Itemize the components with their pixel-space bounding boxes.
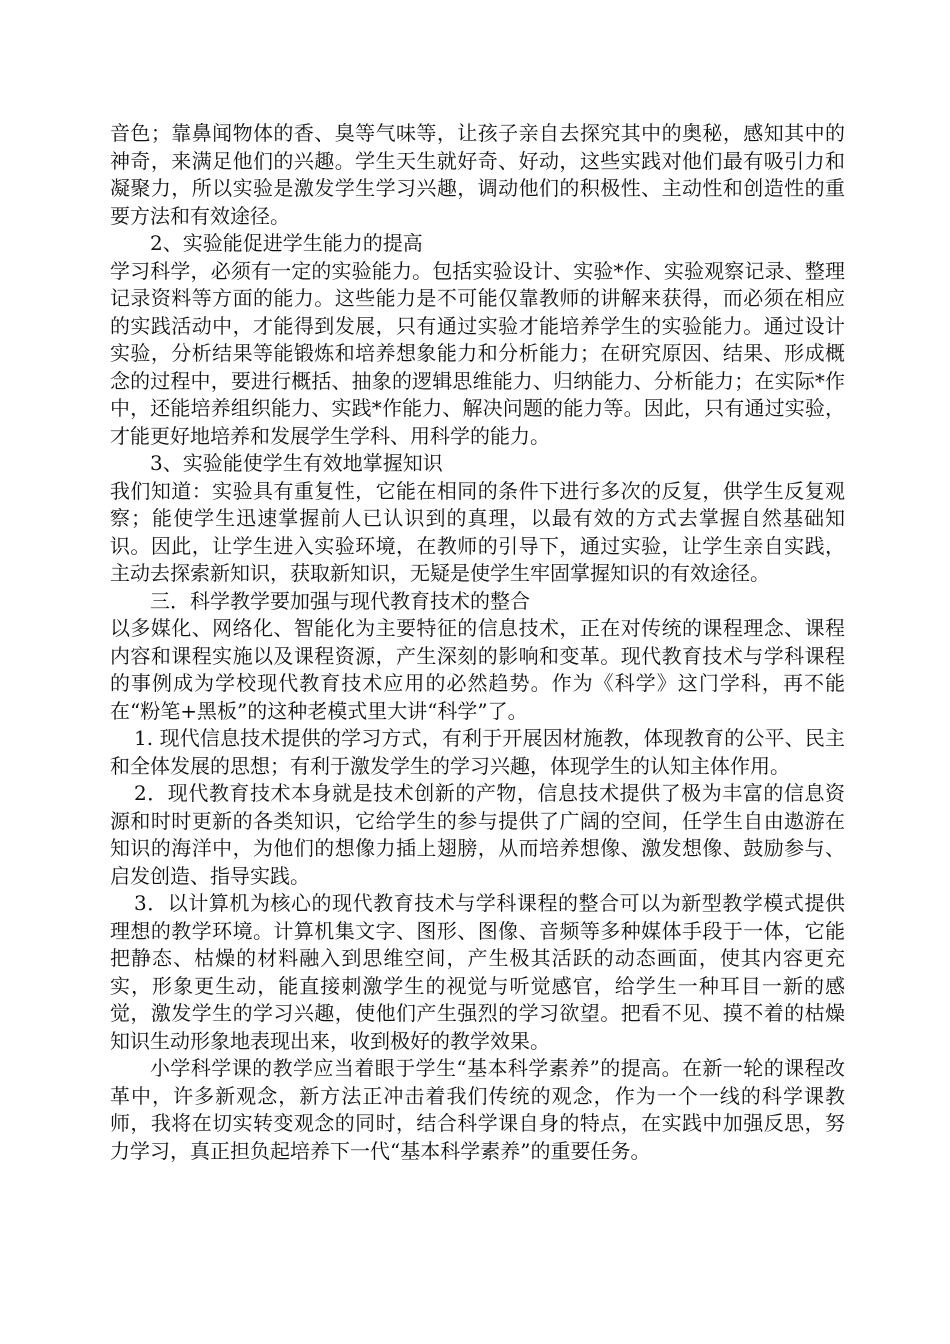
list-item-1: 1. 现代信息技术提供的学习方式，有利于开展因材施教，体现教育的公平、民主和全体发展的思想；有利于激发学生的学习兴趣，体现学生的认知主体作用。 <box>110 726 845 778</box>
paragraph-information-technology: 以多媒化、网络化、智能化为主要特征的信息技术，正在对传统的课程理念、课程内容和课程实施以及课程资源，产生深刻的影响和变革。现代教育技术与学科课程的事例成为学校现代教育技术应用的必然趋势。作为《科学》这门学科，再不能在“粉笔+黑板”的这种老模式里大讲“科学”了。 <box>110 616 845 723</box>
heading-experiment-ability: 2、实验能促进学生能力的提高 <box>150 231 423 255</box>
paragraph-intro-continuation: 音色；靠鼻闻物体的香、臭等气味等，让孩子亲自去探究其中的奥秘，感知其中的神奇，来满足他们的兴趣。学生天生就好奇、好动，这些实践对他们最有吸引力和凝聚力，所以实验是激发学生学习兴趣，调动他们的积极性、主动性和创造性的重要方法和有效途径。 <box>110 121 845 228</box>
paragraph-experiment-knowledge: 我们知道：实验具有重复性，它能在相同的条件下进行多次的反复，供学生反复观察；能使学生迅速掌握前人已认识到的真理，以最有效的方式去掌握自然基础知识。因此，让学生进入实验环境，在教师的引导下，通过实验，让学生亲自实践，主动去探索新知识，获取新知识，无疑是使学生牢固掌握知识的有效途径。 <box>110 478 845 585</box>
list-item-3: 3．以计算机为核心的现代教育技术与学科课程的整合可以为新型教学模式提供理想的教学环境。计算机集文字、图形、图像、音频等多种媒体手段于一体，它能把静态、枯燥的材料融入到思维空间，产生极其活跃的动态画面，使其内容更充实，形象更生动，能直接刺激学生的视觉与听觉感官，给学生一种耳目一新的感觉，激发学生的学习兴趣，使他们产生强烈的学习欲望。把看不见、摸不着的枯燥知识生动形象地表现出来，收到极好的教学效果。 <box>110 891 845 1053</box>
paragraph-experiment-ability: 学习科学，必须有一定的实验能力。包括实验设计、实验*作、实验观察记录、整理记录资料等方面的能力。这些能力是不可能仅靠教师的讲解来获得，而必须在相应的实践活动中，才能得到发展，只有通过实验才能培养学生的实验能力。通过设计实验，分析结果等能锻炼和培养想象能力和分析能力；在研究原因、结果、形成概念的过程中，要进行概括、抽象的逻辑思维能力、归纳能力、分析能力；在实际*作中，还能培养组织能力、实践*作能力、解决问题的能力等。因此，只有通过实验，才能更好地培养和发展学生学科、用科学的能力。 <box>110 258 845 448</box>
heading-experiment-knowledge: 3、实验能使学生有效地掌握知识 <box>150 451 443 475</box>
document-page <box>110 120 845 1165</box>
paragraph-conclusion: 小学科学课的教学应当着眼于学生“基本科学素养”的提高。在新一轮的课程改革中，许多新观念，新方法正冲击着我们传统的观念，作为一个一线的科学课教师，我将在切实转变观念的同时，结合科学课自身的特点，在实践中加强反思，努力学习，真正担负起培养下一代“基本科学素养”的重要任务。 <box>110 1056 845 1163</box>
list-item-2: 2．现代教育技术本身就是技术创新的产物，信息技术提供了极为丰富的信息资源和时时更新的各类知识，它给学生的参与提供了广阔的空间，任学生自由遨游在知识的海洋中，为他们的想像力插上翅膀，从而培养想像、激发想像、鼓励参与、启发创造、指导实践。 <box>110 781 845 888</box>
heading-section-three: 三．科学教学要加强与现代教育技术的整合 <box>150 588 530 613</box>
